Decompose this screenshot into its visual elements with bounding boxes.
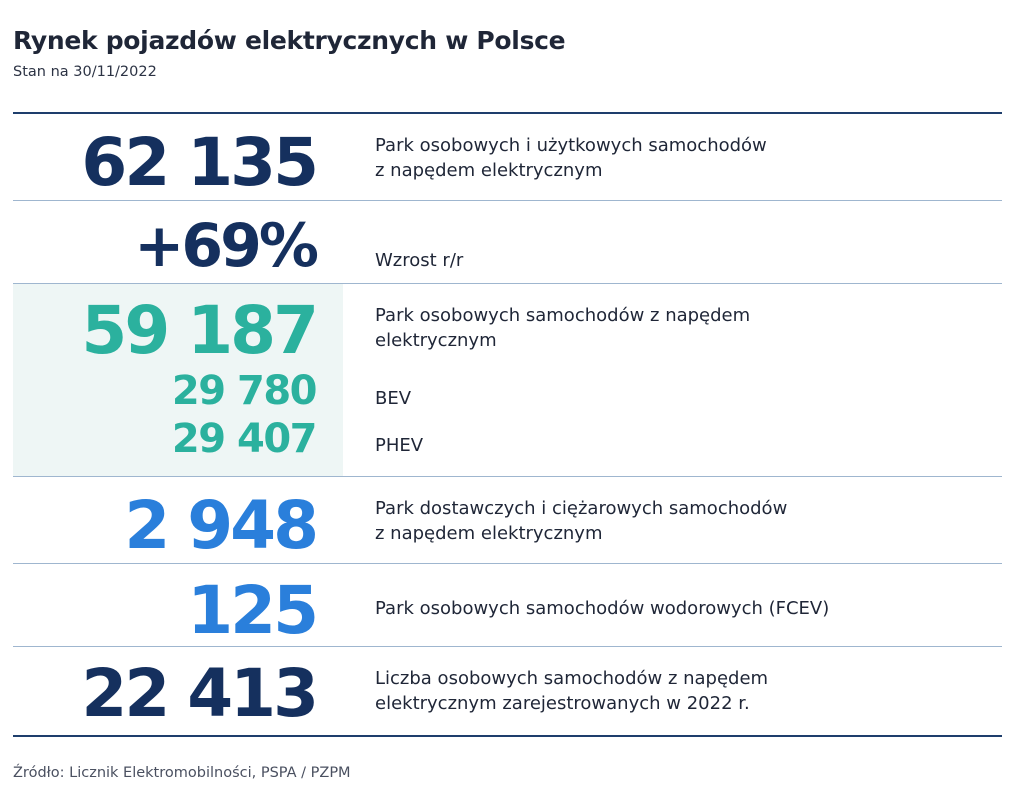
- stat-label-hydrogen: Park osobowych samochodów wodorowych (FCEV): [375, 598, 830, 619]
- stat-row-commercial-fleet: [13, 477, 1002, 564]
- stat-value-passenger-fleet: 59 187: [81, 292, 316, 369]
- stat-row-passenger-fleet: [13, 284, 1002, 477]
- stat-value-total-fleet: 62 135: [81, 124, 316, 201]
- stat-label-bev: BEV: [375, 388, 412, 409]
- stat-label-line: z napędem elektrycznym: [375, 160, 603, 181]
- stat-value-bev: 29 780: [171, 368, 316, 414]
- stat-label-passenger-fleet: [375, 303, 750, 353]
- stats-table: [13, 112, 1002, 737]
- stat-label-line: z napędem elektrycznym: [375, 523, 603, 544]
- stat-row-total-fleet: [13, 114, 1002, 201]
- stat-label-phev: PHEV: [375, 435, 424, 456]
- stat-label-registrations: [375, 666, 768, 716]
- stat-value-hydrogen: 125: [187, 572, 316, 649]
- stat-value-growth: +69%: [134, 211, 316, 281]
- page-title: Rynek pojazdów elektrycznych w Polsce: [13, 26, 566, 55]
- stat-row-registrations: [13, 647, 1002, 735]
- stat-label-line: elektrycznym zarejestrowanych w 2022 r.: [375, 693, 750, 714]
- stat-label-line: Liczba osobowych samochodów z napędem: [375, 668, 769, 689]
- stat-label-growth: Wzrost r/r: [375, 250, 464, 271]
- stat-label-line: Park osobowych samochodów z napędem: [375, 305, 751, 326]
- stat-value-commercial-fleet: 2 948: [124, 487, 316, 564]
- stat-label-line: Park osobowych i użytkowych samochodów: [375, 135, 767, 156]
- stat-label-total-fleet: [375, 133, 767, 183]
- stat-label-commercial-fleet: [375, 496, 787, 546]
- stat-value-phev: 29 407: [171, 416, 316, 462]
- stat-label-line: elektrycznym: [375, 330, 497, 351]
- stat-label-line: Park dostawczych i ciężarowych samochodów: [375, 498, 788, 519]
- stat-row-growth: [13, 201, 1002, 284]
- page-subtitle: Stan na 30/11/2022: [13, 64, 157, 80]
- source-note: Źródło: Licznik Elektromobilności, PSPA / PZPM: [13, 765, 351, 781]
- stat-row-hydrogen: [13, 564, 1002, 647]
- stat-value-registrations: 22 413: [81, 655, 316, 732]
